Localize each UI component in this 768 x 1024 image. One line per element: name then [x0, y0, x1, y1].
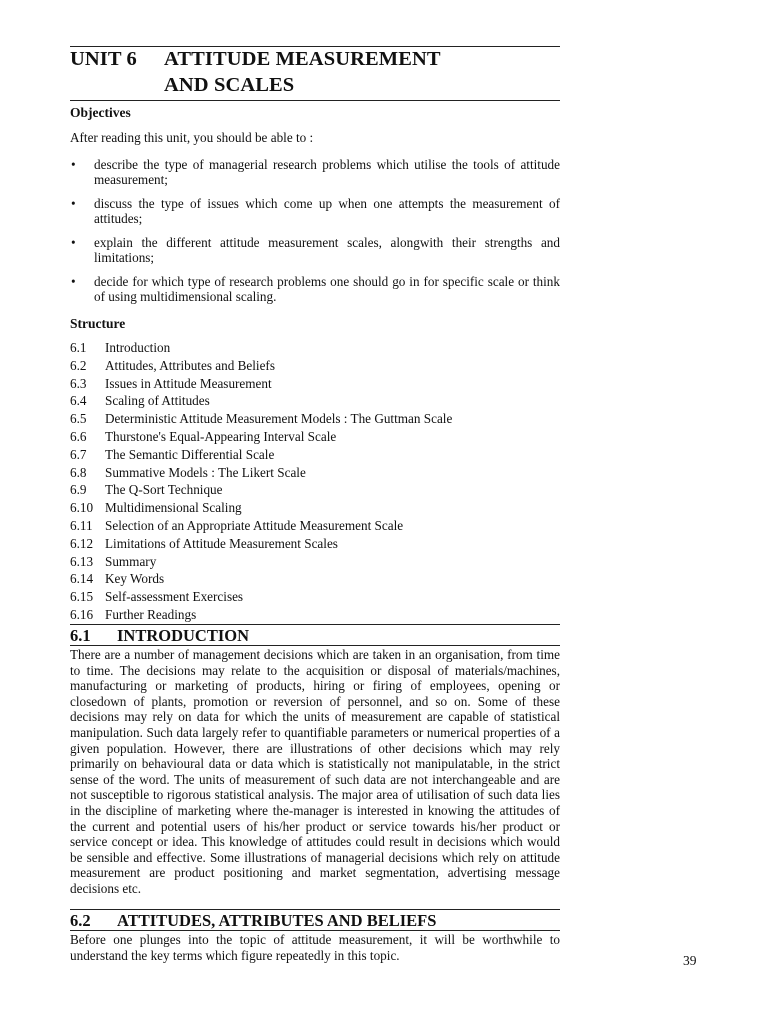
- section-number: 6.1: [70, 626, 91, 645]
- toc-label: Deterministic Attitude Measurement Models : The Guttman Scale: [105, 411, 453, 427]
- bullet-icon: •: [71, 157, 76, 172]
- bullet-icon: •: [71, 235, 76, 250]
- objective-text: describe the type of managerial research problems which utilise the tools of attitude measurement;: [94, 157, 560, 188]
- toc-item: [70, 410, 560, 428]
- toc-item: [70, 464, 560, 482]
- objectives-heading: Objectives: [70, 105, 131, 120]
- section-6-2-top-rule: [70, 909, 560, 910]
- toc-number: 6.14: [70, 571, 94, 587]
- toc-number: 6.2: [70, 357, 87, 373]
- toc-label: Thurstone's Equal-Appearing Interval Scale: [105, 428, 337, 444]
- structure-list: [70, 339, 560, 624]
- toc-label: Scaling of Attitudes: [105, 393, 210, 409]
- toc-number: 6.8: [70, 464, 87, 480]
- section-6-1-bottom-rule: [70, 645, 560, 646]
- list-item: [70, 196, 560, 227]
- section-6-2-bottom-rule: [70, 930, 560, 931]
- toc-label: Attitudes, Attributes and Beliefs: [105, 357, 275, 373]
- objectives-list: [70, 157, 560, 313]
- section-6-1-heading: [70, 627, 249, 645]
- toc-label: Self-assessment Exercises: [105, 589, 244, 605]
- toc-label: Summative Models : The Likert Scale: [105, 464, 306, 480]
- unit-title-line-2: AND SCALES: [164, 74, 295, 96]
- list-item: [70, 235, 560, 266]
- toc-item: [70, 606, 560, 624]
- toc-number: 6.11: [70, 517, 93, 533]
- objectives-intro: After reading this unit, you should be able to :: [70, 130, 314, 145]
- section-title: INTRODUCTION: [117, 626, 250, 645]
- objective-text: decide for which type of research problems one should go in for specific scale or think of using multidimensional scaling.: [94, 274, 560, 305]
- toc-item: [70, 588, 560, 606]
- toc-item: [70, 357, 560, 375]
- toc-number: 6.7: [70, 446, 87, 462]
- toc-label: Multidimensional Scaling: [105, 500, 242, 516]
- toc-label: Issues in Attitude Measurement: [105, 375, 272, 391]
- objective-text: discuss the type of issues which come up when one attempts the measurement of attitudes;: [94, 196, 560, 227]
- toc-label: The Q-Sort Technique: [105, 482, 223, 498]
- toc-item: [70, 428, 560, 446]
- toc-label: The Semantic Differential Scale: [105, 446, 275, 462]
- toc-label: Selection of an Appropriate Attitude Measurement Scale: [105, 517, 404, 533]
- toc-number: 6.10: [70, 500, 94, 516]
- page-number: 39: [683, 953, 697, 968]
- list-item: [70, 157, 560, 188]
- toc-number: 6.12: [70, 535, 94, 551]
- toc-number: 6.6: [70, 428, 87, 444]
- toc-number: 6.9: [70, 482, 87, 498]
- section-6-2-heading: [70, 912, 436, 930]
- toc-number: 6.1: [70, 340, 87, 355]
- structure-heading: Structure: [70, 316, 126, 331]
- toc-number: 6.4: [70, 393, 87, 409]
- toc-number: 6.15: [70, 589, 94, 605]
- toc-item: [70, 375, 560, 393]
- toc-label: Key Words: [105, 571, 165, 587]
- toc-number: 6.5: [70, 411, 87, 427]
- objective-text: explain the different attitude measurement scales, alongwith their strengths and limitations;: [94, 235, 560, 266]
- toc-item: [70, 446, 560, 464]
- section-6-1-top-rule: [70, 624, 560, 625]
- title-rule: [70, 100, 560, 101]
- toc-item: [70, 570, 560, 588]
- bullet-icon: •: [71, 196, 76, 211]
- toc-item: [70, 499, 560, 517]
- toc-number: 6.16: [70, 606, 94, 622]
- unit-number: UNIT 6: [70, 48, 137, 70]
- bullet-icon: •: [71, 274, 76, 289]
- toc-number: 6.3: [70, 375, 87, 391]
- toc-label: Limitations of Attitude Measurement Scales: [105, 535, 338, 551]
- toc-item: [70, 535, 560, 553]
- toc-label: Further Readings: [105, 606, 197, 622]
- list-item: [70, 274, 560, 305]
- toc-item: [70, 517, 560, 535]
- toc-item: [70, 392, 560, 410]
- toc-label: Introduction: [105, 340, 171, 355]
- toc-item: [70, 553, 560, 571]
- section-number: 6.2: [70, 911, 91, 930]
- section-6-1-body: There are a number of management decisions which are taken in an organisation, from time to time. The decisions may relate to the acquisition or disposal of materials/machines, manufacturing or marketing of products, hiring or firing of employees, opening or closedown of plants, promotion or reversion of personnel, and so on. Some of these decisions may rely on data for which the units of measurement are capable of statistical manipulation. Such data largely refer to quantifiable parameters or numerical properties of a given population. However, there are illustrations of other decisions which may rely primarily on behavioural data or data which is statistically not manipulatable, in the strict sense of the word. The units of measurement of such data are not interchangeable and are not susceptible to rigorous statistical analysis. The major area of utilisation of such data lies in the discipline of marketing where the-manager is interested in knowing the attitudes of the current and potential users of his/her product or service towards his/her product or service concept or idea. This knowledge of attitudes could result in decisions which would be sensible and effective. Some illustrations of managerial decisions which rely on attitude measurement are product positioning and market segmentation, advertising message decisions etc.: [70, 647, 560, 896]
- toc-number: 6.13: [70, 553, 94, 569]
- section-6-2-body: Before one plunges into the topic of attitude measurement, it will be worthwhile to understand the key terms which figure repeatedly in this topic.: [70, 932, 560, 963]
- toc-item: [70, 481, 560, 499]
- toc-label: Summary: [105, 553, 157, 569]
- section-title: ATTITUDES, ATTRIBUTES AND BELIEFS: [117, 911, 437, 930]
- unit-title-line-1: ATTITUDE MEASUREMENT: [164, 48, 441, 70]
- toc-item: [70, 339, 560, 357]
